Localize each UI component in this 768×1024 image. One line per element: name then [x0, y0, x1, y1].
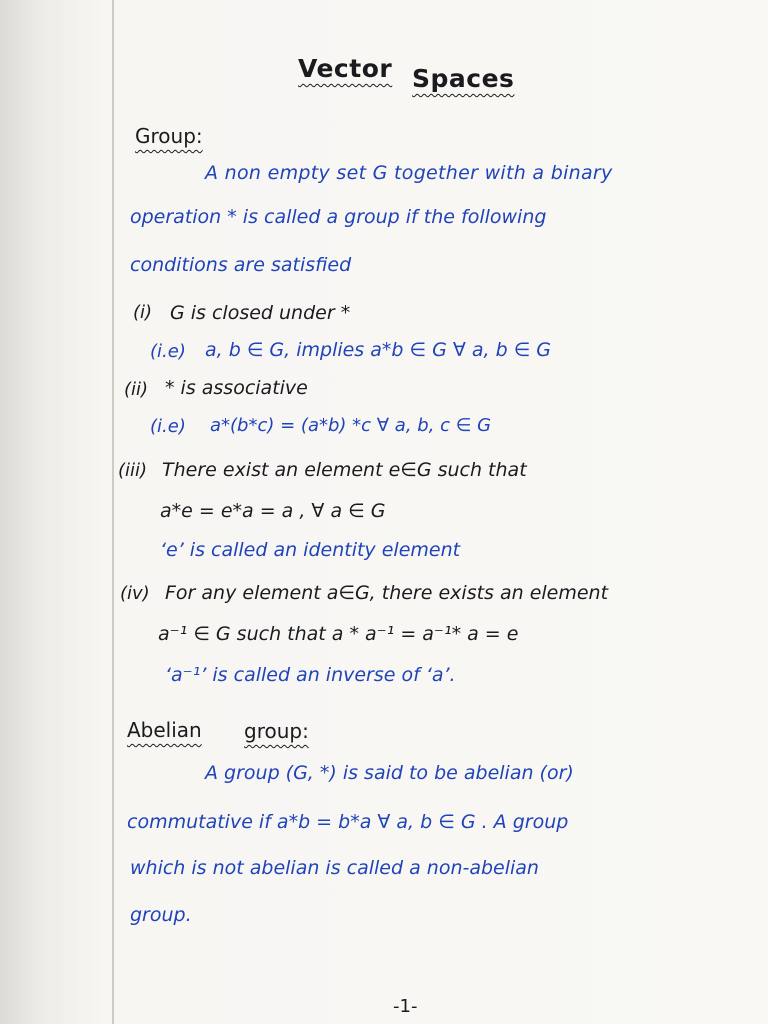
group-intro-line-1: A non empty set G together with a binary: [205, 162, 613, 184]
condition-ii-ie-text: a*(b*c) = (a*b) *c ∀ a, b, c ∈ G: [210, 415, 492, 436]
group-intro-line-3: conditions are satisfied: [130, 254, 352, 276]
condition-iv-inverse-eq: a⁻¹ ∈ G such that a * a⁻¹ = a⁻¹* a = e: [158, 623, 519, 645]
page-number: -1-: [393, 996, 418, 1017]
abelian-heading-word-1: Abelian: [127, 718, 202, 742]
condition-iii-number: (iii): [118, 460, 148, 481]
condition-iv-text: For any element a∈G, there exists an element: [165, 582, 609, 604]
condition-i-ie-number: (i.e): [150, 341, 186, 362]
condition-ii-number: (ii): [124, 379, 149, 400]
condition-ii-text: * is associative: [165, 377, 308, 399]
condition-iii-identity-note: ‘e’ is called an identity element: [160, 539, 461, 561]
title-word-vector: Vector: [298, 54, 393, 83]
condition-iv-inverse-note: ‘a⁻¹’ is called an inverse of ‘a’.: [165, 664, 456, 686]
group-intro-line-2: operation * is called a group if the following: [130, 206, 547, 228]
condition-ii-ie-number: (i.e): [150, 416, 186, 437]
condition-iii-identity-eq: a*e = e*a = a , ∀ a ∈ G: [160, 500, 386, 522]
condition-i-number: (i): [133, 302, 153, 323]
abelian-line-3: which is not abelian is called a non-abelian: [130, 857, 539, 879]
abelian-line-1: A group (G, *) is said to be abelian (or): [205, 762, 574, 784]
abelian-heading-word-2: group:: [244, 719, 309, 743]
condition-iii-text: There exist an element e∈G such that: [162, 459, 527, 481]
margin-line: [112, 0, 114, 1024]
abelian-line-2: commutative if a*b = b*a ∀ a, b ∈ G . A group: [127, 811, 569, 833]
title-word-spaces: Spaces: [412, 64, 515, 93]
abelian-line-4: group.: [130, 904, 192, 926]
group-heading: Group:: [135, 124, 203, 148]
condition-i-text: G is closed under *: [170, 302, 351, 324]
condition-i-ie-text: a, b ∈ G, implies a*b ∈ G ∀ a, b ∈ G: [205, 339, 552, 361]
condition-iv-number: (iv): [120, 583, 150, 604]
